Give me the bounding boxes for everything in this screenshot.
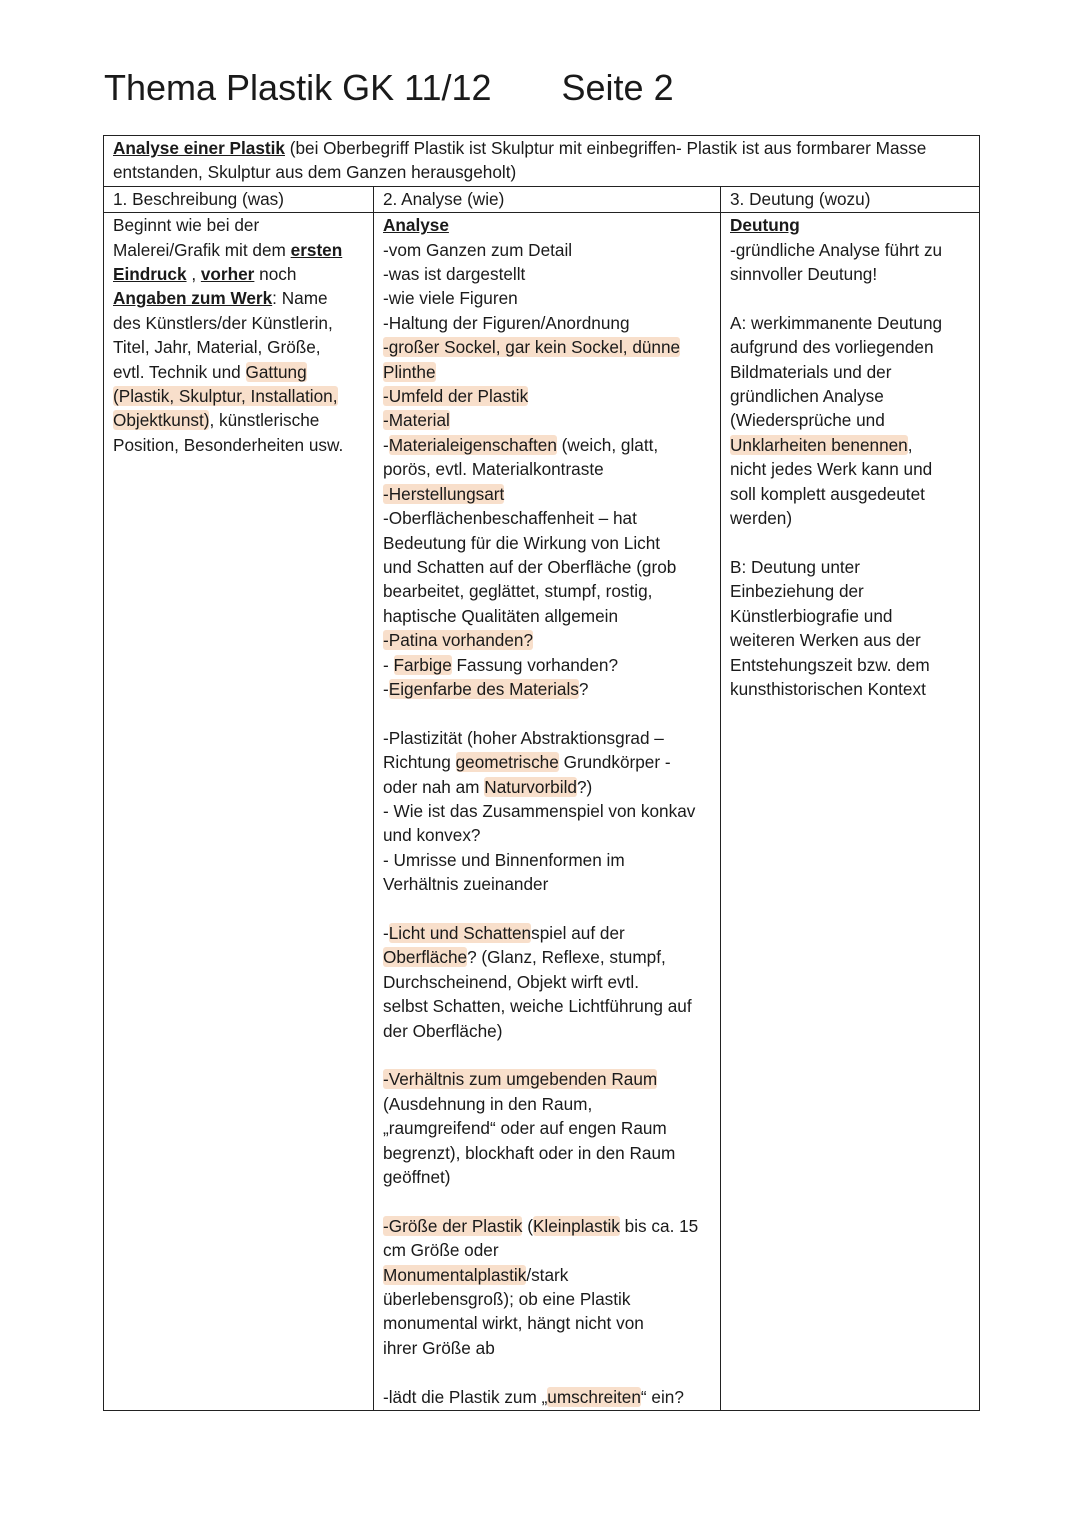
- text-line: begrenzt), blockhaft oder in den Raum: [383, 1142, 676, 1163]
- intro-row: [104, 136, 980, 187]
- highlighted-text: -Herstellungsart: [383, 483, 505, 504]
- text-span: -lädt die Plastik zum „: [383, 1386, 548, 1407]
- text-line: [730, 433, 971, 457]
- text-line: - Umrisse und Binnenformen im: [383, 849, 625, 870]
- text-line: „raumgreifend“ oder auf engen Raum: [383, 1118, 667, 1139]
- text-line: und Schatten auf der Oberfläche (grob: [383, 556, 677, 577]
- analysis-table: [103, 135, 980, 1411]
- intro-heading: Analyse einer Plastik: [113, 138, 285, 158]
- text-line: Verhältnis zueinander: [383, 874, 549, 895]
- text-span: Richtung: [383, 752, 456, 773]
- text-line: [383, 653, 712, 677]
- text-line: der Oberfläche): [383, 1020, 503, 1041]
- text-line: [383, 408, 712, 432]
- text-line: weiteren Werken aus der: [730, 630, 921, 651]
- intro-text: (bei Oberbegriff Plastik ist Skulptur mit einbegriffen- Plastik ist aus formbarer Masse: [284, 138, 927, 158]
- text-span: ,: [907, 434, 913, 455]
- text-span: -: [383, 678, 389, 699]
- highlighted-text: Eigenfarbe des Materials: [388, 678, 579, 699]
- column-header-analyse: 2. Analyse (wie): [374, 186, 721, 212]
- text-line: [383, 945, 712, 969]
- text-span: “ ein?: [640, 1386, 684, 1407]
- text-line: Künstlerbiografie und: [730, 605, 893, 626]
- text-line: Entstehungszeit bzw. dem: [730, 654, 930, 675]
- analyse-cell: [374, 213, 721, 1411]
- blank-line: [383, 1189, 712, 1213]
- text-line: -was ist dargestellt: [383, 264, 526, 285]
- text-line: [113, 286, 365, 310]
- highlighted-text: -Verhältnis zum umgebenden Raum: [383, 1069, 658, 1090]
- content-row: [104, 213, 980, 1411]
- text-line: monumental wirkt, hängt nicht von: [383, 1313, 644, 1334]
- text-line: [383, 1385, 712, 1409]
- beschreibung-cell: [104, 213, 374, 1411]
- text-line: A: werkimmanente Deutung: [730, 312, 943, 333]
- text-line: haptische Qualitäten allgemein: [383, 605, 619, 626]
- text-line: gründlichen Analyse: [730, 386, 884, 407]
- blank-line: [730, 530, 971, 554]
- emphasis-text: Angaben zum Werk: [113, 288, 273, 309]
- highlighted-text: Gattung: [245, 361, 307, 382]
- text-line: [383, 384, 712, 408]
- highlighted-text: (Plastik, Skulptur, Installation,: [113, 386, 338, 407]
- column-header-beschreibung: 1. Beschreibung (was): [104, 186, 374, 212]
- highlighted-text: geometrische: [455, 752, 559, 773]
- text-span: -: [383, 434, 389, 455]
- text-line: geöffnet): [383, 1167, 451, 1188]
- highlighted-text: Objektkunst): [113, 410, 210, 431]
- text-span: oder nah am: [383, 776, 485, 797]
- highlighted-text: umschreiten: [547, 1386, 641, 1407]
- text-line: -gründliche Analyse führt zu: [730, 239, 943, 260]
- text-span: bis ca. 15: [619, 1215, 699, 1236]
- text-span: ? (Glanz, Reflexe, stumpf,: [467, 947, 666, 968]
- text-line: Beginnt wie bei der: [113, 215, 260, 236]
- text-span: spiel auf der: [531, 922, 625, 943]
- highlighted-text: -großer Sockel, gar kein Sockel, dünne: [383, 337, 681, 358]
- text-line: selbst Schatten, weiche Lichtführung auf: [383, 996, 692, 1017]
- text-line: [113, 384, 365, 408]
- text-line: [383, 1067, 712, 1091]
- text-line: [383, 628, 712, 652]
- text-span: ?: [578, 678, 589, 699]
- intro-text-line2: entstanden, Skulptur aus dem Ganzen herausgeholt): [113, 162, 517, 183]
- text-line: [383, 433, 712, 457]
- text-line: [383, 1263, 712, 1287]
- text-line: [113, 408, 365, 432]
- deutung-cell: [721, 213, 980, 1411]
- text-span: noch: [254, 264, 297, 285]
- intro-cell: [104, 136, 980, 187]
- highlighted-text: Naturvorbild: [484, 776, 577, 797]
- text-line: B: Deutung unter: [730, 556, 860, 577]
- text-line: [113, 360, 365, 384]
- text-span: Malerei/Grafik mit dem: [113, 239, 291, 260]
- text-span: (weich, glatt,: [556, 434, 659, 455]
- highlighted-text: Monumentalplastik: [383, 1264, 527, 1285]
- text-line: [383, 677, 712, 701]
- text-span: ?): [576, 776, 593, 797]
- emphasis-text: ersten: [290, 239, 343, 260]
- blank-line: [383, 1043, 712, 1067]
- text-line: ihrer Größe ab: [383, 1337, 495, 1358]
- text-line: bearbeitet, geglättet, stumpf, rostig,: [383, 581, 653, 602]
- text-line: (Wiedersprüche und: [730, 410, 885, 431]
- text-span: -: [383, 654, 394, 675]
- text-line: -vom Ganzen zum Detail: [383, 239, 573, 260]
- highlighted-text: Licht und Schatten: [388, 922, 532, 943]
- emphasis-text: Eindruck: [113, 264, 187, 285]
- text-line: -Haltung der Figuren/Anordnung: [383, 312, 630, 333]
- highlighted-text: Kleinplastik: [532, 1215, 620, 1236]
- text-line: [383, 482, 712, 506]
- highlighted-text: Materialeigenschaften: [388, 434, 557, 455]
- text-line: kunsthistorischen Kontext: [730, 678, 926, 699]
- blank-line: [383, 897, 712, 921]
- section-heading: Analyse: [383, 215, 449, 236]
- text-span: evtl. Technik und: [113, 361, 246, 382]
- highlighted-text: -Umfeld der Plastik: [383, 386, 529, 407]
- text-line: Einbeziehung der: [730, 581, 864, 602]
- highlighted-text: -Material: [383, 410, 450, 431]
- highlighted-text: Farbige: [393, 654, 452, 675]
- text-line: aufgrund des vorliegenden: [730, 337, 934, 358]
- text-span: , künstlerische: [209, 410, 320, 431]
- section-heading: Deutung: [730, 215, 800, 236]
- text-line: -Plastizität (hoher Abstraktionsgrad –: [383, 727, 664, 748]
- text-line: Durchscheinend, Objekt wirft evtl.: [383, 971, 640, 992]
- emphasis-text: vorher: [200, 264, 255, 285]
- text-line: [113, 262, 365, 286]
- text-line: werden): [730, 508, 793, 529]
- text-line: und konvex?: [383, 825, 481, 846]
- text-line: - Wie ist das Zusammenspiel von konkav: [383, 800, 696, 821]
- text-line: cm Größe oder: [383, 1240, 499, 1261]
- text-line: porös, evtl. Materialkontraste: [383, 459, 604, 480]
- text-line: Position, Besonderheiten usw.: [113, 434, 344, 455]
- text-line: [383, 1214, 712, 1238]
- text-line: sinnvoller Deutung!: [730, 264, 878, 285]
- text-line: soll komplett ausgedeutet: [730, 483, 925, 504]
- text-line: überlebensgroß); ob eine Plastik: [383, 1289, 631, 1310]
- text-line: [383, 335, 712, 359]
- text-line: des Künstlers/der Künstlerin,: [113, 312, 333, 333]
- text-line: [383, 775, 712, 799]
- highlighted-text: Plinthe: [383, 361, 436, 382]
- text-line: nicht jedes Werk kann und: [730, 459, 933, 480]
- text-line: [383, 921, 712, 945]
- text-span: (: [522, 1215, 533, 1236]
- text-line: Bildmaterials und der: [730, 361, 892, 382]
- text-line: [113, 238, 365, 262]
- column-header-deutung: 3. Deutung (wozu): [721, 186, 980, 212]
- text-line: (Ausdehnung in den Raum,: [383, 1093, 593, 1114]
- text-line: Titel, Jahr, Material, Größe,: [113, 337, 321, 358]
- text-line: [383, 750, 712, 774]
- text-span: -: [383, 922, 389, 943]
- text-line: [383, 360, 712, 384]
- text-span: : Name: [272, 288, 328, 309]
- text-span: /stark: [526, 1264, 569, 1285]
- highlighted-text: Unklarheiten benennen: [730, 434, 908, 455]
- text-span: ,: [186, 264, 201, 285]
- text-span: Grundkörper -: [558, 752, 671, 773]
- text-span: Fassung vorhanden?: [451, 654, 619, 675]
- text-line: -wie viele Figuren: [383, 288, 518, 309]
- highlighted-text: -Größe der Plastik: [383, 1215, 523, 1236]
- blank-line: [383, 701, 712, 725]
- page-title: Thema Plastik GK 11/12 Seite 2: [104, 67, 674, 108]
- blank-line: [383, 1360, 712, 1384]
- blank-line: [730, 286, 971, 310]
- text-line: -Oberflächenbeschaffenheit – hat: [383, 508, 637, 529]
- header-row: [104, 186, 980, 212]
- highlighted-text: Oberfläche: [383, 947, 468, 968]
- text-line: Bedeutung für die Wirkung von Licht: [383, 532, 661, 553]
- highlighted-text: -Patina vorhanden?: [383, 630, 534, 651]
